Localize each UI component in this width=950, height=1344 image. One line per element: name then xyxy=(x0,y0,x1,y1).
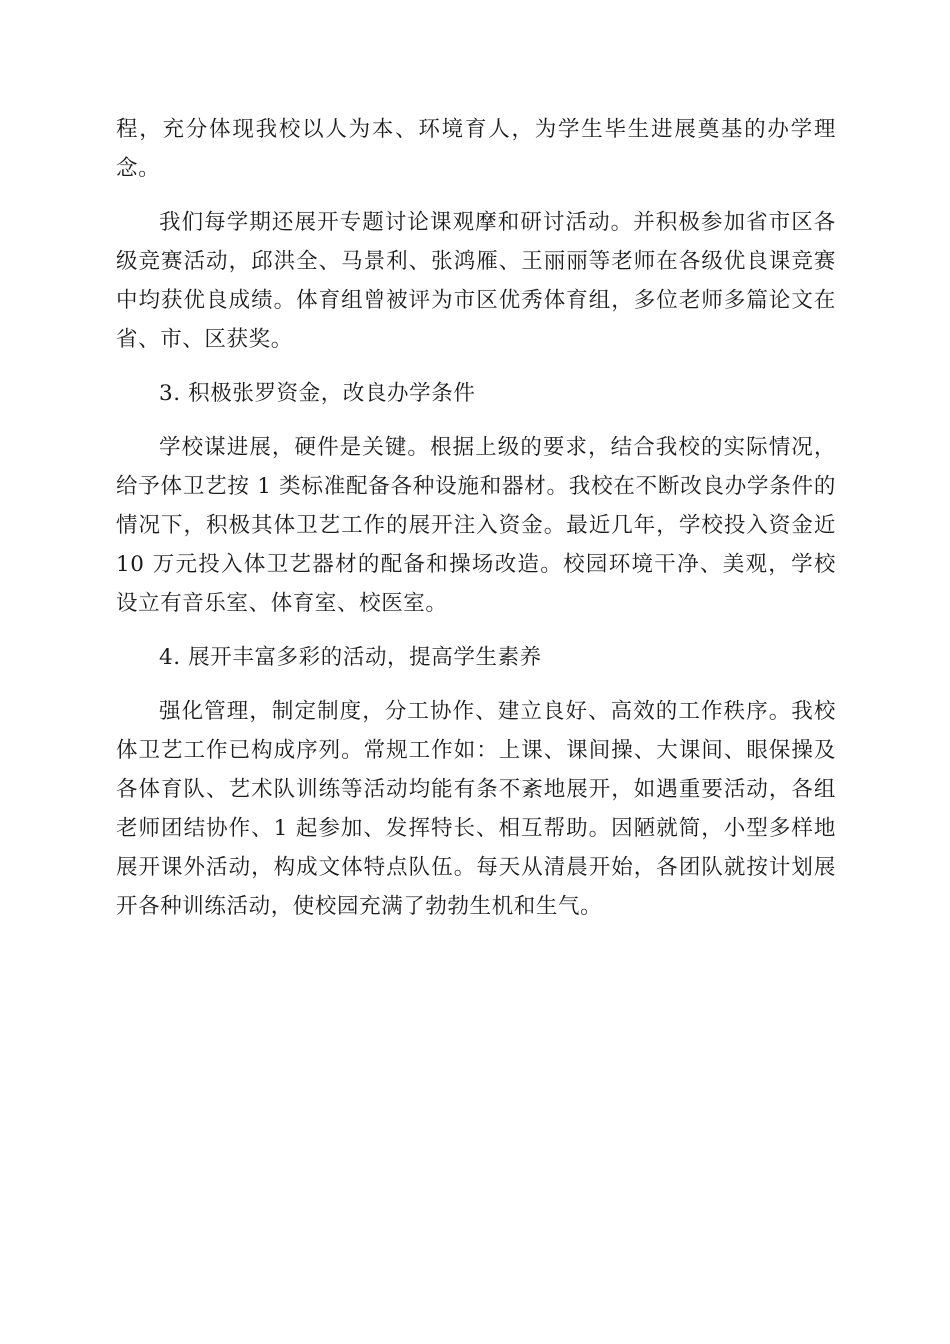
paragraph-teaching-activities: 我们每学期还展开专题讨论课观摩和研讨活动。并积极参加省市区各级竞赛活动，邱洪全、马景利、张鸿雁、王丽丽等老师在各级优良课竞赛中均获优良成绩。体育组曾被评为市区优秀体育组，多位老师多篇论文在省、市、区获奖。 xyxy=(116,210,836,352)
document-body xyxy=(116,110,836,941)
paragraph-funding: 学校谋进展，硬件是关键。根据上级的要求，结合我校的实际情况，给予体卫艺按 1 类标准配备各种设施和器材。我校在不断改良办学条件的情况下，积极其体卫艺工作的展开注入资金。最近几年，学校投入资金近 10 万元投入体卫艺器材的配备和操场改造。校园环境干净、美观，学校设立有音乐室、体育室、校医室。 xyxy=(116,435,836,616)
paragraph-activities: 强化管理，制定制度，分工协作、建立良好、高效的工作秩序。我校体卫艺工作已构成序列。常规工作如：上课、课间操、大课间、眼保操及各体育队、艺术队训练等活动均能有条不紊地展开，如遇重要活动，各组老师团结协作、1 起参加、发挥特长、相互帮助。因陋就简，小型多样地展开课外活动，构成文体特点队伍。每天从清晨开始，各团队就按计划展开各种训练活动，使校园充满了勃勃生机和生气。 xyxy=(116,699,836,919)
section-heading-4: 4. 展开丰富多彩的活动，提高学生素养 xyxy=(159,645,542,670)
section-heading-3: 3. 积极张罗资金，改良办学条件 xyxy=(159,381,476,406)
paragraph-continuation: 程，充分体现我校以人为本、环境育人，为学生毕生进展奠基的办学理念。 xyxy=(116,117,836,181)
